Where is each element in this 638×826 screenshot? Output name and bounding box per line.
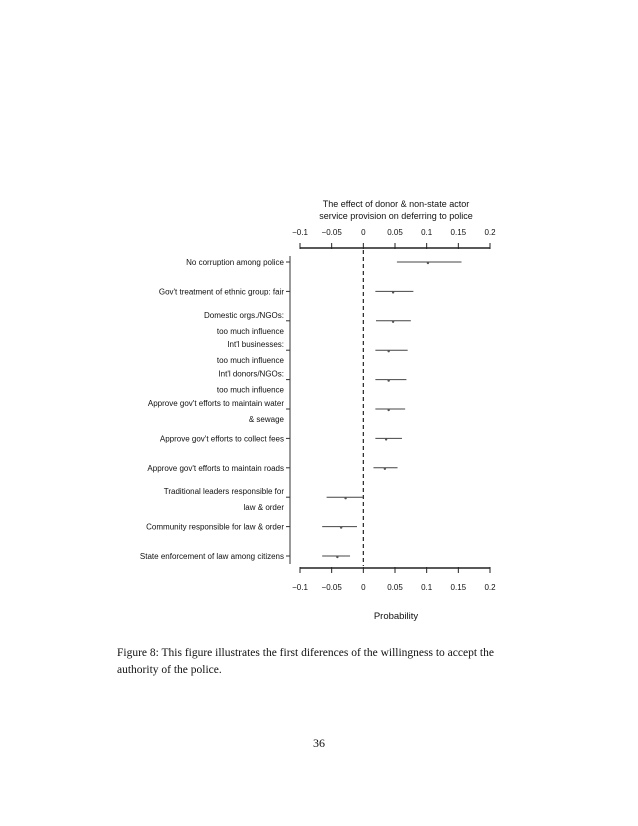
category-label-line: Approve gov't efforts to maintain water: [147, 399, 284, 408]
category-label: No corruption among police: [186, 258, 284, 267]
top-tick-label: 0.1: [421, 228, 433, 237]
top-tick-label: 0.15: [450, 228, 467, 237]
category-label: Community responsible for law & order: [146, 522, 284, 532]
bottom-tick-label: 0.2: [484, 583, 496, 592]
bottom-tick-label: −0.05: [321, 583, 342, 592]
category-label-line: Traditional leaders responsible for: [163, 487, 284, 497]
x-axis-label: Probability: [373, 611, 419, 622]
bottom-tick-label: 0.15: [450, 583, 467, 592]
top-tick-label: −0.05: [321, 228, 342, 237]
point-estimate: [344, 497, 346, 499]
category-label: Gov't treatment of ethnic group: fair: [158, 287, 284, 297]
figure-caption: Figure 8: This figure illustrates the first diferences of the willingness to accept the authority of the police.: [117, 647, 494, 676]
point-estimate: [336, 556, 338, 558]
top-tick-label: 0: [361, 228, 366, 237]
point-estimate: [340, 526, 342, 528]
category-label-line: Int'l donors/NGOs:: [218, 369, 284, 379]
point-estimate: [387, 409, 389, 411]
bottom-tick-label: 0.1: [421, 583, 433, 592]
bottom-tick-label: 0: [361, 583, 366, 592]
category-label-line: & sewage: [248, 415, 284, 424]
category-label-line: too much influence: [216, 356, 284, 366]
point-estimate: [427, 262, 429, 264]
point-estimate: [387, 350, 389, 352]
chart-title-line: service provision on deferring to police: [319, 211, 473, 221]
top-tick-label: −0.1: [292, 228, 308, 237]
point-estimate: [385, 438, 387, 440]
page-number: 36: [313, 736, 325, 750]
category-label-line: too much influence: [216, 326, 284, 336]
bottom-tick-label: −0.1: [292, 583, 308, 592]
point-estimate: [392, 321, 394, 323]
category-label-line: law & order: [243, 503, 284, 513]
category-label-line: too much influence: [216, 385, 284, 395]
top-tick-label: 0.05: [387, 228, 403, 237]
category-label: State enforcement of law among citizens: [139, 552, 284, 561]
point-estimate: [392, 291, 394, 293]
point-estimate: [384, 468, 386, 470]
category-label: Approve gov't efforts to maintain roads: [147, 463, 284, 473]
category-label-line: Domestic orgs./NGOs:: [203, 310, 284, 320]
bottom-tick-label: 0.05: [387, 583, 403, 592]
category-label: Approve gov't efforts to collect fees: [159, 434, 284, 444]
category-label-line: Int'l businesses:: [227, 340, 284, 350]
chart-title-line: The effect of donor & non-state actor: [322, 199, 470, 209]
top-tick-label: 0.2: [484, 228, 496, 237]
point-estimate: [387, 379, 389, 381]
